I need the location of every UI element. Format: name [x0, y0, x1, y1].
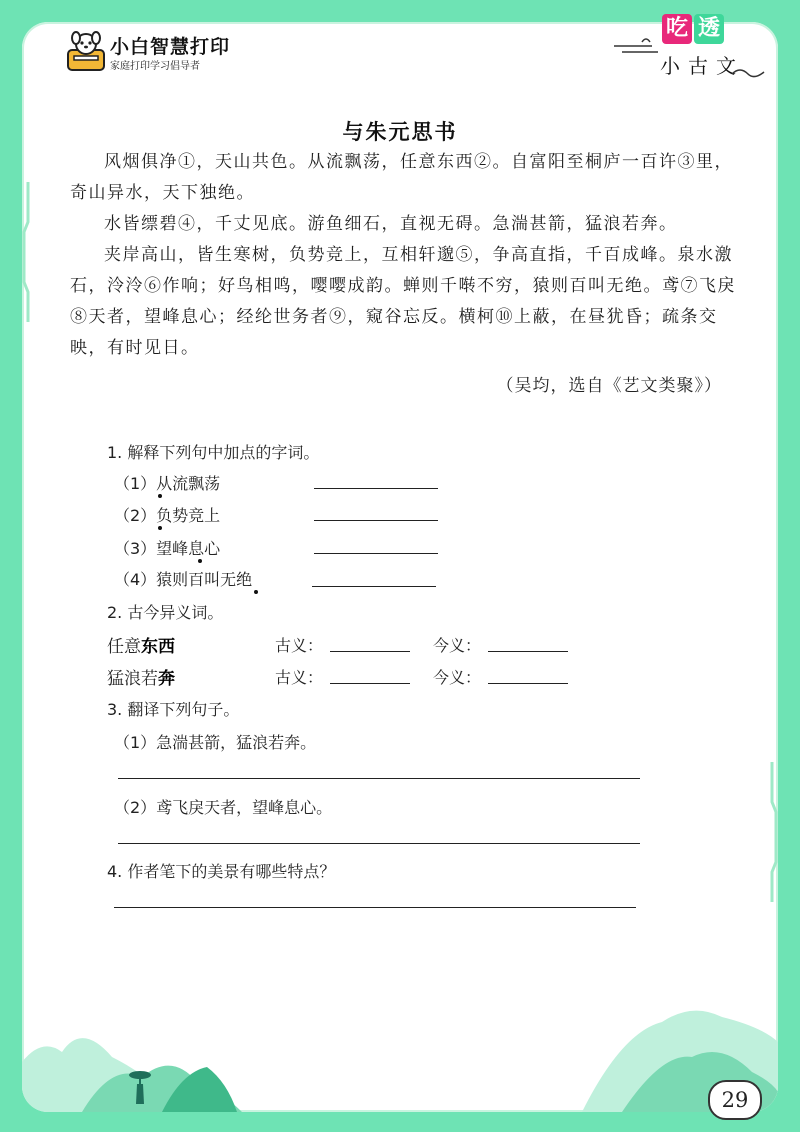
- essay-source: （吴均，选自《艺文类聚》）: [496, 376, 722, 396]
- emphasis-dot: [158, 494, 162, 498]
- page-number: 29: [708, 1080, 762, 1120]
- q2-term-1: [107, 632, 175, 657]
- q3-answer-2-line[interactable]: [118, 843, 640, 844]
- q1-answer-3-blank[interactable]: [314, 553, 438, 554]
- question-2-prompt: 2. 古今异义词。: [107, 603, 224, 622]
- q1-answer-4-blank[interactable]: [312, 586, 436, 587]
- brand-logo: [66, 30, 242, 74]
- q1-answer-2-blank[interactable]: [314, 520, 438, 521]
- q1-answer-1-blank[interactable]: [314, 488, 438, 489]
- question-4-prompt: 4. 作者笔下的美景有哪些特点？: [107, 862, 336, 881]
- mountain-scenery: [22, 1011, 778, 1112]
- question-1-prompt: 1. 解释下列句中加点的字词。: [107, 443, 320, 462]
- series-brand: [612, 12, 772, 82]
- cloud-line-icon: [612, 32, 662, 62]
- essay-paragraph-2: 水皆缥碧④，千丈见底。游鱼细石，直视无碍。急湍甚箭，猛浪若奔。: [104, 214, 678, 234]
- q2-term-1-bold: 东西: [141, 637, 175, 657]
- essay-paragraph-1: 风烟俱净①，天山共色。从流飘荡，任意东西②。自富阳至桐庐一百许③里，奇山异水，天下独绝。: [70, 152, 733, 203]
- logo-title: 小白智慧打印: [110, 36, 231, 58]
- q1-item-3: （3）望峰息心: [114, 539, 221, 558]
- q3-answer-1-line[interactable]: [118, 778, 640, 779]
- cloud-swirl-icon: [730, 64, 770, 84]
- q2-term-2-modern-label: 今义：: [433, 668, 482, 687]
- logo-subtitle: 家庭打印学习倡导者: [110, 61, 200, 72]
- q2-term-2-bold: 奔: [158, 669, 175, 689]
- essay-paragraph-3: 夹岸高山，皆生寒树，负势竞上，互相轩邈⑤，争高直指，千百成峰。泉水激石，泠泠⑥作响；好鸟相鸣，嘤嘤成韵。蝉则千啭不穷，猿则百叫无绝。鸢⑦飞戾⑧天者，望峰息心；经纶世务者⑨，窥谷忘反。横柯⑩上蔽，在昼犹昏；疏条交映，有时见日。: [70, 245, 736, 358]
- q1-item-4: （4）猿则百叫无绝: [114, 570, 253, 589]
- q2-term-1-modern-blank[interactable]: [488, 651, 568, 652]
- q3-item-2: （2）鸢飞戾天者，望峰息心。: [114, 798, 333, 817]
- brand-char-tou: 透: [694, 14, 724, 44]
- q2-term-1-ancient-label: 古义：: [275, 636, 324, 655]
- q2-term-1-prefix: 任意: [107, 637, 141, 657]
- q2-term-2-prefix: 猛浪若: [107, 669, 158, 689]
- q2-term-2-ancient-blank[interactable]: [330, 683, 410, 684]
- q2-term-1-ancient-blank[interactable]: [330, 651, 410, 652]
- brand-char-chi: 吃: [662, 14, 692, 44]
- q2-term-2-modern-blank[interactable]: [488, 683, 568, 684]
- q2-term-1-modern-label: 今义：: [433, 636, 482, 655]
- q1-item-2: （2）负势竞上: [114, 506, 221, 525]
- q1-item-1: （1）从流飘荡: [114, 474, 221, 493]
- q2-term-2-ancient-label: 古义：: [275, 668, 324, 687]
- q2-term-2: [107, 664, 175, 689]
- essay-title: 与朱元思书: [342, 119, 458, 144]
- emphasis-dot: [198, 559, 202, 563]
- q4-answer-line[interactable]: [114, 907, 636, 908]
- emphasis-dot: [158, 526, 162, 530]
- question-3-prompt: 3. 翻译下列句子。: [107, 700, 240, 719]
- q3-item-1: （1）急湍甚箭，猛浪若奔。: [114, 733, 317, 752]
- emphasis-dot: [254, 590, 258, 594]
- brand-subtitle: 小古文: [660, 54, 744, 78]
- printer-dog-icon: [66, 30, 106, 72]
